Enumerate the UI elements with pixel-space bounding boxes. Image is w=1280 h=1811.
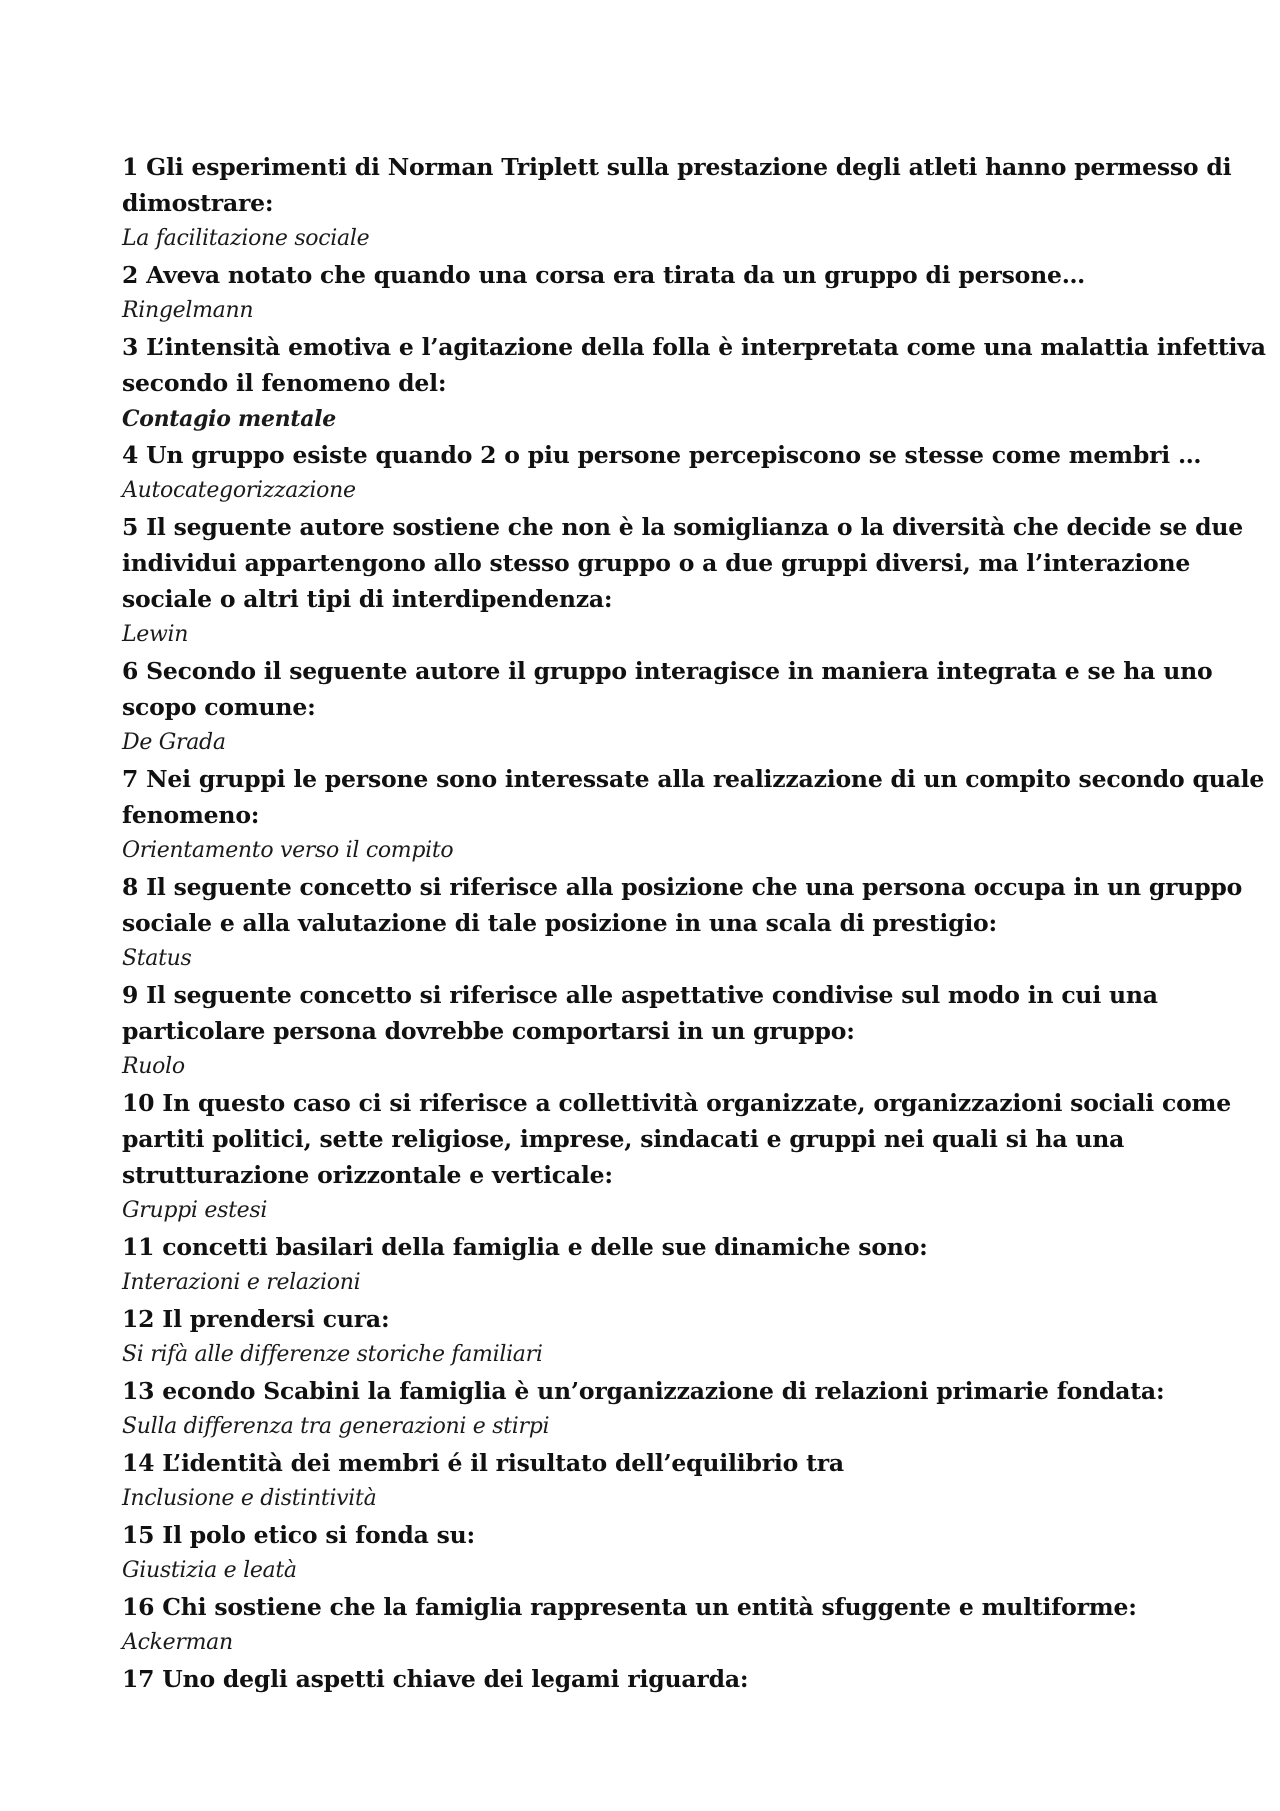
qa-item-15: [122, 1517, 1182, 1589]
answer-text: Orientamento verso il compito: [122, 838, 454, 863]
qa-item-2: [122, 257, 1182, 329]
question-text: particolare persona dovrebbe comportarsi in un gruppo:: [122, 1017, 855, 1045]
answer-text: Contagio mentale: [122, 406, 336, 432]
question-text: 17 Uno degli aspetti chiave dei legami riguarda:: [122, 1665, 749, 1693]
qa-item-1: [122, 149, 1232, 257]
answer-text: Sulla differenza tra generazioni e stirpi: [122, 1414, 550, 1439]
question-text: scopo comune:: [122, 693, 316, 721]
qa-item-6: [122, 653, 1213, 761]
qa-item-11: [122, 1229, 1182, 1301]
qa-item-12: [122, 1301, 1182, 1373]
question-text: 2 Aveva notato che quando una corsa era tirata da un gruppo di persone…: [122, 261, 1086, 289]
answer-text: Interazioni e relazioni: [122, 1270, 361, 1295]
answer-text: Si rifà alle differenze storiche familiari: [122, 1342, 543, 1367]
answer-text: Inclusione e distintività: [122, 1486, 377, 1511]
question-text: 14 L’identità dei membri é il risultato dell’equilibrio tra: [122, 1449, 844, 1477]
qa-item-17: [122, 1661, 1182, 1697]
qa-item-4: [122, 437, 1202, 509]
question-answer-list: [122, 149, 1266, 1697]
answer-text: La facilitazione sociale: [122, 226, 370, 251]
question-text: dimostrare:: [122, 189, 274, 217]
question-text: partiti politici, sette religiose, imprese, sindacati e gruppi nei quali si ha una: [122, 1125, 1125, 1153]
question-text: sociale e alla valutazione di tale posizione in una scala di prestigio:: [122, 909, 998, 937]
answer-text: Lewin: [122, 622, 189, 647]
question-text: secondo il fenomeno del:: [122, 369, 447, 397]
answer-text: De Grada: [122, 730, 226, 755]
question-text: strutturazione orizzontale e verticale:: [122, 1161, 613, 1189]
question-text: 16 Chi sostiene che la famiglia rappresenta un entità sfuggente e multiforme:: [122, 1593, 1137, 1621]
answer-text: Status: [122, 946, 192, 971]
qa-item-8: [122, 869, 1243, 977]
question-text: 15 Il polo etico si fonda su:: [122, 1521, 476, 1549]
answer-text: Ringelmann: [122, 298, 254, 323]
qa-item-10: [122, 1085, 1231, 1229]
qa-item-14: [122, 1445, 1182, 1517]
answer-text: Ruolo: [122, 1054, 185, 1079]
qa-item-13: [122, 1373, 1182, 1445]
answer-text: Gruppi estesi: [122, 1198, 268, 1223]
question-text: 12 Il prendersi cura:: [122, 1305, 390, 1333]
qa-item-3: [122, 329, 1266, 437]
question-text: 7 Nei gruppi le persone sono interessate alla realizzazione di un compito secondo quale: [122, 765, 1265, 793]
question-text: 6 Secondo il seguente autore il gruppo interagisce in maniera integrata e se ha uno: [122, 657, 1213, 685]
qa-item-9: [122, 977, 1182, 1085]
question-text: individui appartengono allo stesso gruppo o a due gruppi diversi, ma l’interazione: [122, 549, 1191, 577]
answer-text: Autocategorizzazione: [122, 478, 356, 503]
qa-item-16: [122, 1589, 1182, 1661]
question-text: 8 Il seguente concetto si riferisce alla posizione che una persona occupa in un gruppo: [122, 873, 1243, 901]
question-text: 4 Un gruppo esiste quando 2 o piu persone percepiscono se stesse come membri …: [122, 441, 1202, 469]
question-text: 9 Il seguente concetto si riferisce alle aspettative condivise sul modo in cui una: [122, 981, 1158, 1009]
question-text: 3 L’intensità emotiva e l’agitazione della folla è interpretata come una malattia infettiva: [122, 333, 1266, 361]
question-text: fenomeno:: [122, 801, 260, 829]
question-text: 11 concetti basilari della famiglia e delle sue dinamiche sono:: [122, 1233, 928, 1261]
question-text: 1 Gli esperimenti di Norman Triplett sulla prestazione degli atleti hanno permesso di: [122, 153, 1232, 181]
answer-text: Giustizia e leatà: [122, 1558, 297, 1583]
question-text: sociale o altri tipi di interdipendenza:: [122, 585, 613, 613]
answer-text: Ackerman: [122, 1630, 233, 1655]
question-text: 13 econdo Scabini la famiglia è un’organizzazione di relazioni primarie fondata:: [122, 1377, 1165, 1405]
qa-item-5: [122, 509, 1243, 653]
question-text: 5 Il seguente autore sostiene che non è la somiglianza o la diversità che decide se due: [122, 513, 1243, 541]
qa-item-7: [122, 761, 1265, 869]
question-text: 10 In questo caso ci si riferisce a collettività organizzate, organizzazioni sociali come: [122, 1089, 1231, 1117]
